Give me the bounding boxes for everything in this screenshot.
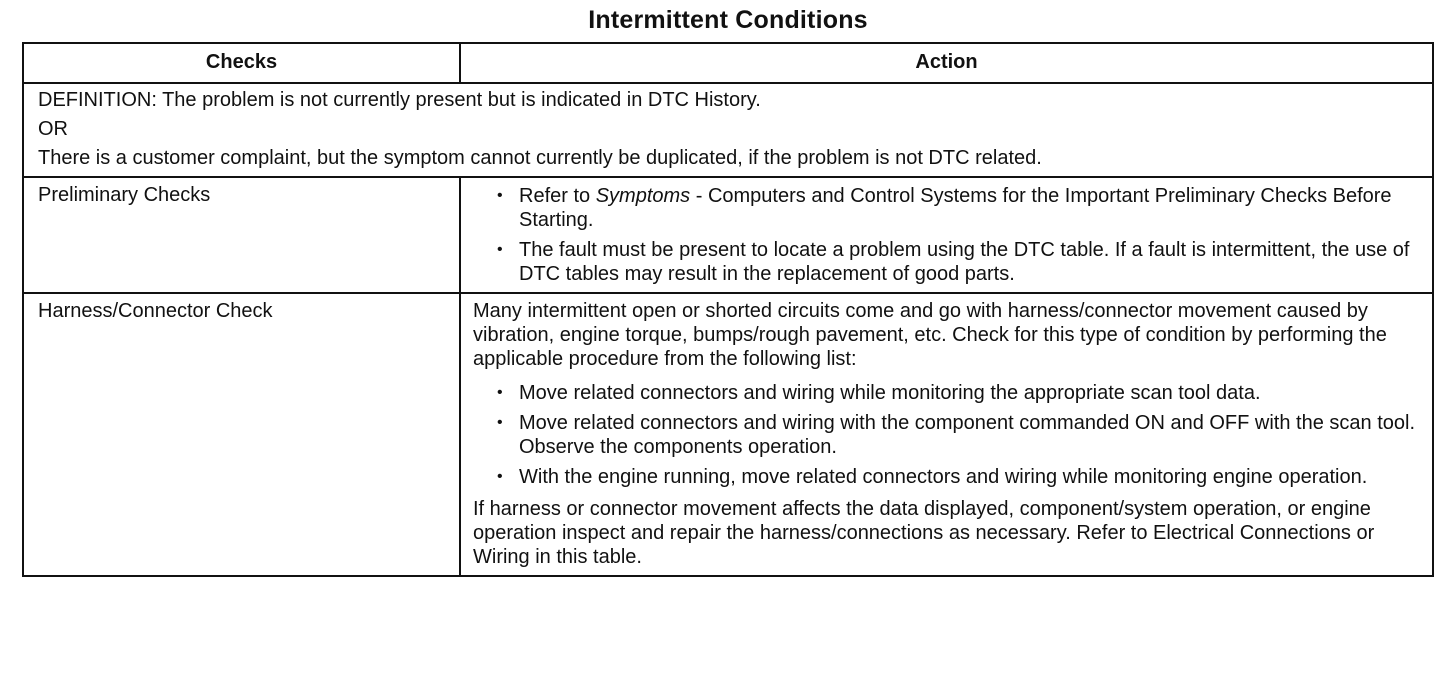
bullet-icon: • [497,414,503,431]
definition-row [23,83,1433,177]
definition-cell [23,83,1433,177]
harness-bullet-list [473,381,1420,489]
diagnostic-table-container [22,42,1434,577]
table-row [23,177,1433,293]
bullet-text-after: - Computers and Control Systems for the Important Preliminary Checks Before Starting. [519,185,1392,231]
bullet-text: The fault must be present to locate a problem using the DTC table. If a fault is intermittent, the use of DTC tables may result in the replacement of good parts. [519,239,1410,285]
list-item [497,184,1420,232]
bullet-icon: • [497,468,503,485]
bullet-text: Move related connectors and wiring with the component commanded ON and OFF with the scan tool. Observe the components operation. [519,412,1416,458]
bullet-icon: • [497,241,503,258]
list-item [497,238,1420,286]
check-harness-connector: Harness/Connector Check [23,293,460,576]
definition-alternate: There is a customer complaint, but the symptom cannot currently be duplicated, if the problem is not DTC related. [38,147,1042,169]
list-item [497,465,1420,489]
column-header-checks: Checks [23,43,460,83]
diagnostic-table [22,42,1434,577]
action-preliminary [460,177,1433,293]
harness-intro: Many intermittent open or shorted circuits come and go with harness/connector movement caused by vibration, engine torque, bumps/rough pavement, etc. Check for this type of condition by performing the applicable procedure from the following list: [473,300,1387,370]
list-item [497,411,1420,459]
definition-or: OR [38,118,68,140]
bullet-icon: • [497,187,503,204]
bullet-text: Move related connectors and wiring while monitoring the appropriate scan tool data. [519,382,1261,404]
bullet-text-before: Refer to [519,185,596,207]
bullet-text: With the engine running, move related connectors and wiring while monitoring engine operation. [519,466,1368,488]
harness-outro: If harness or connector movement affects the data displayed, component/system operation, or engine operation inspect and repair the harness/connections as necessary. Refer to Electrical Connections or Wiring in this table. [473,498,1375,568]
preliminary-bullet-list [473,184,1420,286]
bullet-icon: • [497,384,503,401]
list-item [497,381,1420,405]
column-header-action: Action [460,43,1433,83]
table-header-row [23,43,1433,83]
definition-text: DEFINITION: The problem is not currently present but is indicated in DTC History. [38,89,761,111]
action-harness-connector [460,293,1433,576]
check-preliminary: Preliminary Checks [23,177,460,293]
page-title: Intermittent Conditions [588,6,868,34]
symptoms-reference: Symptoms [595,185,691,207]
table-row [23,293,1433,576]
